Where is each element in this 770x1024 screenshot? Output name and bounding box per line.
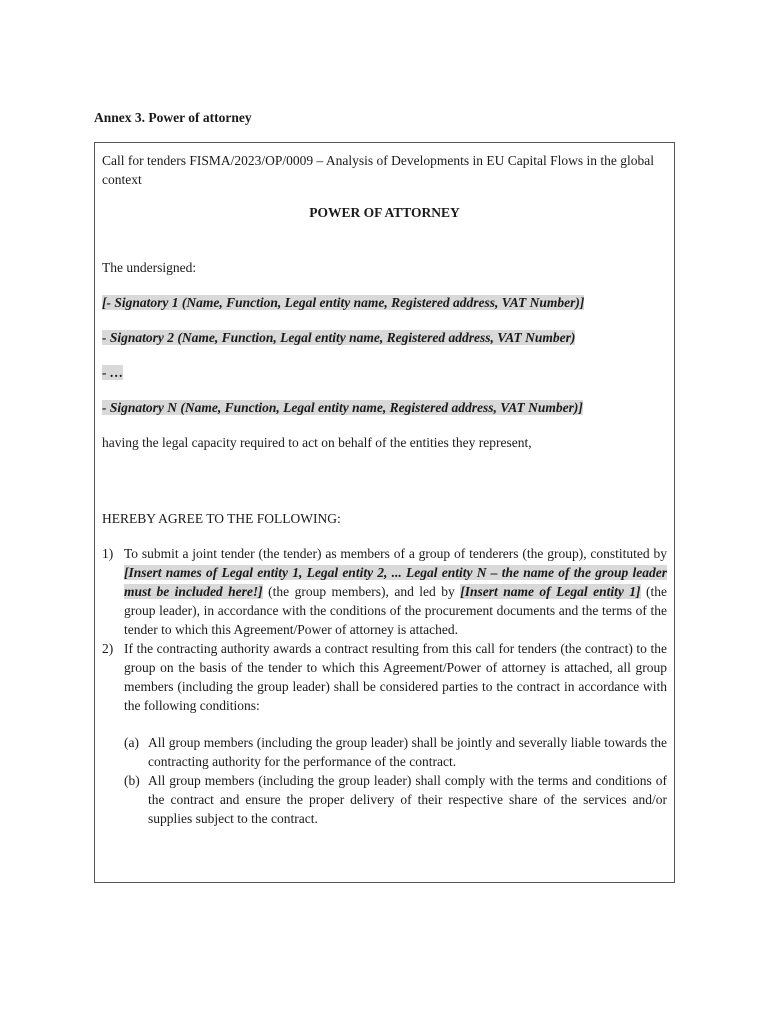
- item-text: (the group members), and led by: [262, 584, 461, 599]
- power-of-attorney-box: [94, 142, 675, 883]
- condition-item-2: [102, 639, 667, 715]
- sub-condition-b: [102, 771, 667, 828]
- item-number: 2): [102, 641, 114, 656]
- signatory-placeholder: - Signatory N (Name, Function, Legal entity name, Registered address, VAT Number)]: [102, 400, 583, 415]
- signatory-line-1: [102, 293, 667, 312]
- call-for-tenders-text: Call for tenders FISMA/2023/OP/0009 – Analysis of Developments in EU Capital Flows in the global context: [102, 153, 654, 187]
- signatory-placeholder: - Signatory 2 (Name, Function, Legal entity name, Registered address, VAT Number): [102, 330, 576, 345]
- undersigned-label: The undersigned:: [102, 260, 197, 275]
- legal-capacity-text: having the legal capacity required to act on behalf of the entities they represent,: [102, 435, 532, 450]
- sub-conditions-list: [102, 733, 667, 828]
- sub-item-letter: (b): [124, 773, 140, 788]
- conditions-list: [102, 544, 667, 715]
- document-heading: POWER OF ATTORNEY: [309, 205, 460, 220]
- item-text: (the group leader), in accordance with the conditions of the procurement documents and the terms of the tender to which this Agreement/Power of attorney is attached.: [124, 584, 667, 637]
- sub-item-text: All group members (including the group leader) shall be jointly and severally liable towards the contracting authority for the performance of the contract.: [148, 735, 667, 769]
- agreement-heading: HEREBY AGREE TO THE FOLLOWING:: [102, 511, 341, 526]
- signatory-line-ellipsis: [102, 363, 667, 382]
- item-text: To submit a joint tender (the tender) as members of a group of tenderers (the group), constituted by: [124, 546, 667, 561]
- signatory-line-2: [102, 328, 667, 347]
- annex-title: Annex 3. Power of attorney: [94, 110, 252, 125]
- group-members-placeholder: [Insert names of Legal entity 1, Legal entity 2, ... Legal entity N – the name of the group leader must be included here!]: [124, 565, 667, 599]
- condition-item-1: [102, 544, 667, 639]
- signatory-placeholder: - …: [102, 365, 124, 380]
- sub-item-text: All group members (including the group leader) shall comply with the terms and conditions of the contract and ensure the proper delivery of their respective share of the services and/or supplies subject to the contract.: [148, 773, 667, 826]
- item-text: If the contracting authority awards a contract resulting from this call for tenders (the contract) to the group on the basis of the tender to which this Agreement/Power of attorney is attached, all group members (including the group leader) shall be considered parties to the contract in accordance with the following conditions:: [124, 641, 667, 713]
- sub-item-letter: (a): [124, 735, 139, 750]
- signatory-placeholder: [- Signatory 1 (Name, Function, Legal entity name, Registered address, VAT Number)]: [102, 295, 585, 310]
- item-number: 1): [102, 546, 114, 561]
- group-leader-placeholder: [Insert name of Legal entity 1]: [460, 584, 641, 599]
- sub-condition-a: [102, 733, 667, 771]
- signatory-line-n: [102, 398, 667, 417]
